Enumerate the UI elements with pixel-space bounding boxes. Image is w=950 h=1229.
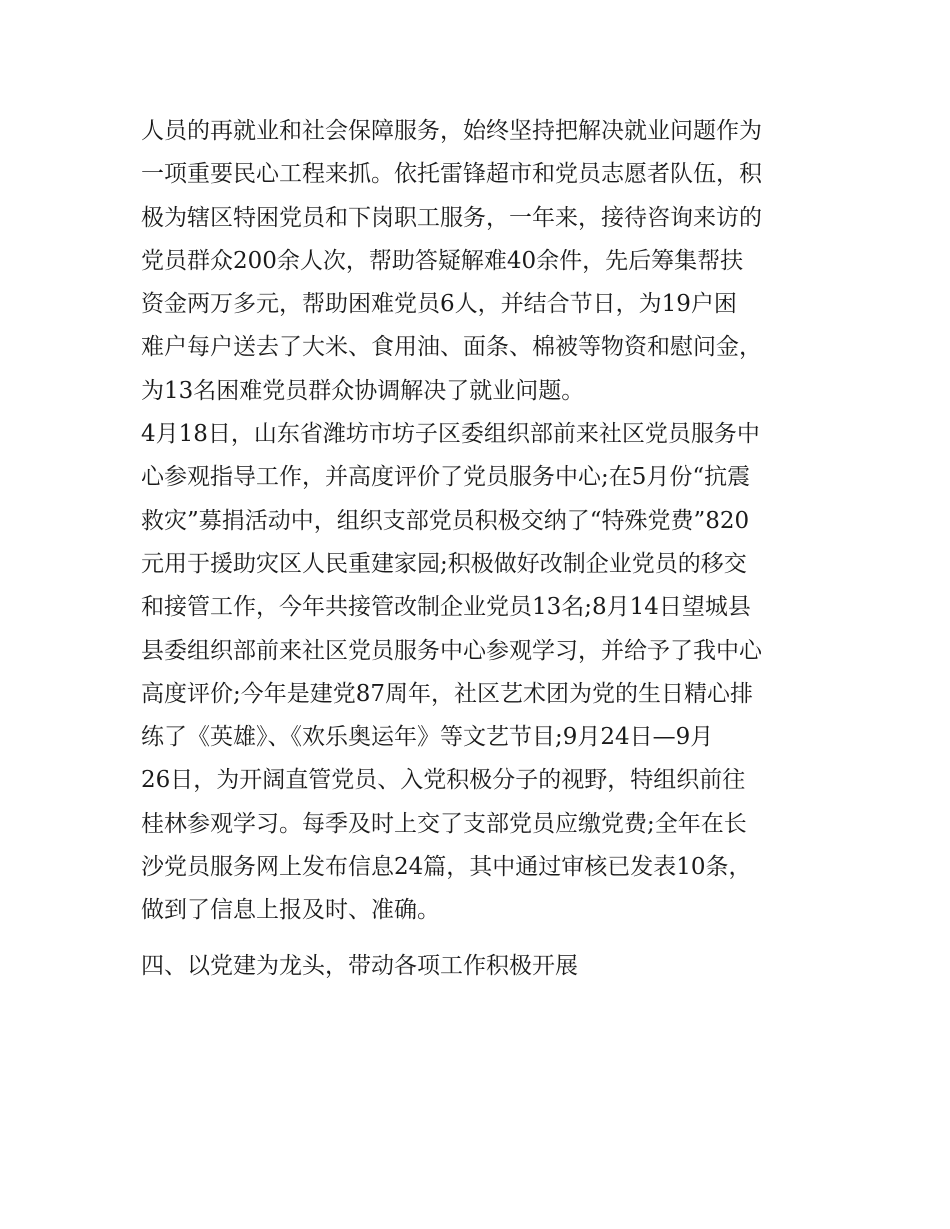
paragraph-gap	[141, 933, 821, 945]
text-line: 为13名困难党员群众协调解决了就业问题。	[141, 377, 585, 404]
text-line: 和接管工作，今年共接管改制企业党员13名;8月14日望城县	[141, 594, 751, 621]
text-line: 极为辖区特困党员和下岗职工服务，一年来，接待咨询来访的	[141, 204, 762, 231]
text-line: 练了《英雄》、《欢乐奥运年》等文艺节目;9月24日—9月	[141, 724, 714, 751]
text-line: 元用于援助灾区人民重建家园;积极做好改制企业党员的移交	[141, 550, 747, 577]
document-body	[141, 110, 821, 988]
text-line: 桂林参观学习。每季及时上交了支部党员应缴党费;全年在长	[141, 810, 747, 837]
text-line: 县委组织部前来社区党员服务中心参观学习，并给予了我中心	[141, 637, 762, 664]
text-line: 做到了信息上报及时、准确。	[141, 897, 440, 924]
text-line: 资金两万多元，帮助困难党员6人，并结合节日，为19户困	[141, 291, 737, 318]
section-heading: 四、以党建为龙头，带动各项工作积极开展	[141, 952, 578, 979]
text-line: 26日，为开阔直管党员、入党积极分子的视野，特组织前往	[141, 767, 746, 794]
text-line: 人员的再就业和社会保障服务，始终坚持把解决就业问题作为	[141, 118, 762, 144]
text-line: 4月18日，山东省潍坊市坊子区委组织部前来社区党员服务中	[141, 421, 760, 448]
text-line: 心参观指导工作，并高度评价了党员服务中心;在5月份“抗震	[141, 464, 751, 491]
text-line: 一项重要民心工程来抓。依托雷锋超市和党员志愿者队伍，积	[141, 161, 762, 188]
text-line: 难户每户送去了大米、食用油、面条、棉被等物资和慰问金，	[141, 334, 762, 361]
paragraph-activities	[141, 413, 821, 933]
text-line: 救灾”募捐活动中，组织支部党员积极交纳了“特殊党费”820	[141, 507, 750, 534]
text-line: 党员群众200余人次，帮助答疑解难40余件，先后筹集帮扶	[141, 247, 744, 274]
paragraph-reemployment	[141, 110, 821, 413]
text-line: 高度评价;今年是建党87周年，社区艺术团为党的生日精心排	[141, 680, 754, 707]
text-line: 沙党员服务网上发布信息24篇，其中通过审核已发表10条，	[141, 854, 752, 881]
